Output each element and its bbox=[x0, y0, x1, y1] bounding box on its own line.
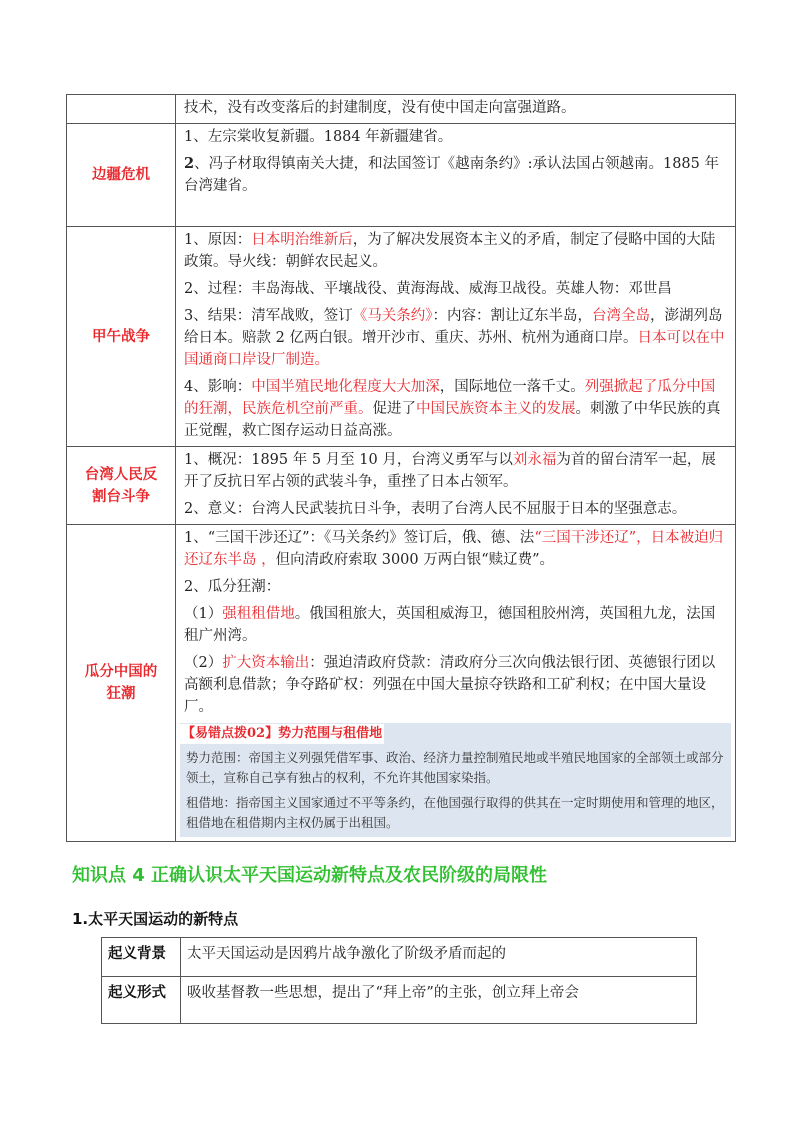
border-item-1: 1、左宗棠收复新疆。1884 年新疆建省。 bbox=[184, 129, 453, 145]
tip-leased-territory: 租借地：指帝国主义国家通过不平等条约，在他国强行取得的供其在一定时期使用和管理的地区，租借地在租借期内主权仍属于出租国。 bbox=[186, 795, 724, 830]
table-row bbox=[102, 938, 697, 977]
border-item-2: 2、冯子材取得镇南关大捷，和法国签订《越南条约》:承认法国占领越南。1885 年台湾建省。 bbox=[184, 155, 719, 194]
partition-sub-2: （2）扩大资本输出：强迫清政府贷款：清政府分三次向俄法银行团、英德银行团以高额利息借款；争夺路矿权：列强在中国大量掠夺铁路和工矿利权；在中国大量设厂。 bbox=[184, 655, 716, 715]
history-table bbox=[66, 94, 736, 842]
row-label-taiwan-resistance: 台湾人民反 割台斗争 bbox=[67, 447, 176, 525]
row-label-empty bbox=[67, 95, 176, 124]
tip-sphere-of-influence: 势力范围：帝国主义列强凭借军事、政治、经济力量控制殖民地或半殖民地国家的全部领土或部分领土，宣称自己享有独占的权利，不允许其他国家染指。 bbox=[186, 750, 724, 785]
feature-key: 起义形式 bbox=[102, 977, 181, 1024]
partition-item-1: 1、“三国干涉还辽”：《马关条约》签订后，俄、德、法“三国干涉还辽”，日本被迫归还辽东半岛 ，但向清政府索取 3000 万两白银“赎辽费”。 bbox=[184, 530, 724, 568]
war-result: 3、结果：清军战败，签订《马关条约》：内容：割让辽东半岛，台湾全岛，澎湖列岛给日本。赔款 2 亿两白银。增开沙市、重庆、苏州、杭州为通商口岸。日本可以在中国通商口岸设厂制造。 bbox=[184, 308, 725, 368]
partition-item-2: 2、瓜分狂潮： bbox=[184, 579, 281, 595]
table-row bbox=[102, 977, 697, 1024]
row-content-partition bbox=[176, 525, 736, 842]
war-impact: 4、影响：中国半殖民地化程度大大加深，国际地位一落千丈。列强掀起了瓜分中国的狂潮，民族危机空前严重。促进了中国民族资本主义的发展。刺激了中华民族的真正觉醒，救亡图存运动日益高涨。 bbox=[184, 379, 721, 439]
features-table bbox=[101, 937, 697, 1024]
partition-sub-1: （1）强租租借地。俄国租旅大，英国租威海卫，德国租胶州湾，英国租九龙，法国租广州湾。 bbox=[184, 606, 716, 644]
taiwan-overview: 1、概况：1895 年 5 月至 10 月，台湾义勇军与以刘永福为首的留台清军一起，展开了反抗日军占领的武装斗争，重挫了日本占领军。 bbox=[184, 452, 716, 490]
row-label-sino-japanese-war: 甲午战争 bbox=[67, 227, 176, 447]
row-label-partition: 瓜分中国的 狂潮 bbox=[67, 525, 176, 842]
tip-title: 【易错点拨02】势力范围与租借地 bbox=[180, 724, 384, 744]
table-row bbox=[67, 95, 736, 124]
row-content-taiwan-resistance bbox=[176, 447, 736, 525]
continued-text: 技术，没有改变落后的封建制度，没有使中国走向富强道路。 bbox=[184, 100, 576, 116]
row-content-continued bbox=[176, 95, 736, 124]
row-label-border-crisis: 边疆危机 bbox=[67, 124, 176, 227]
table-row bbox=[67, 124, 736, 227]
feature-value: 太平天国运动是因鸦片战争激化了阶级矛盾而起的 bbox=[181, 938, 697, 977]
war-cause: 1、原因：日本明治维新后，为了解决发展资本主义的矛盾，制定了侵略中国的大陆政策。导火线：朝鲜农民起义。 bbox=[184, 232, 716, 270]
table-row bbox=[67, 525, 736, 842]
section-title: 知识点 4 正确认识太平天国运动新特点及农民阶级的局限性 bbox=[72, 865, 548, 886]
feature-key: 起义背景 bbox=[102, 938, 181, 977]
sub-title: 1.太平天国运动的新特点 bbox=[72, 910, 239, 928]
row-content-sino-japanese-war bbox=[176, 227, 736, 447]
row-content-border-crisis bbox=[176, 124, 736, 227]
table-row bbox=[67, 227, 736, 447]
tip-box bbox=[180, 723, 731, 837]
feature-value: 吸收基督教一些思想，提出了“拜上帝”的主张，创立拜上帝会 bbox=[181, 977, 697, 1024]
taiwan-significance: 2、意义：台湾人民武装抗日斗争，表明了台湾人民不屈服于日本的坚强意志。 bbox=[184, 501, 687, 517]
table-row bbox=[67, 447, 736, 525]
war-process: 2、过程：丰岛海战、平壤战役、黄海海战、威海卫战役。英雄人物：邓世昌 bbox=[184, 281, 672, 297]
